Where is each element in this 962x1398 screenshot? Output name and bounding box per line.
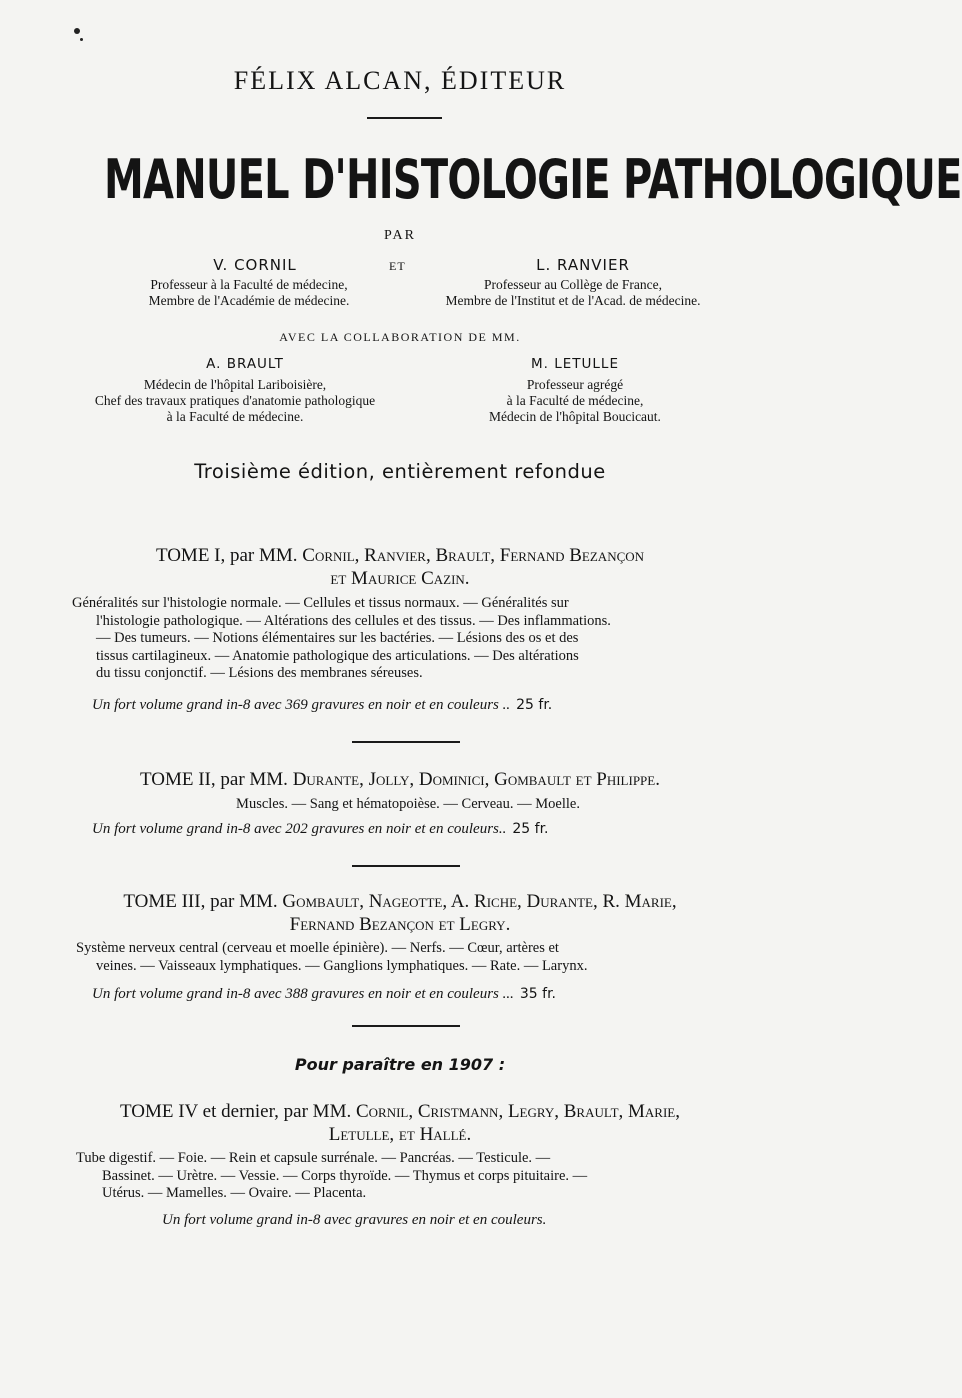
divider-rule xyxy=(352,1025,460,1027)
author-ranvier-credit: Professeur au Collège de France, Membre de l'Institut et de l'Acad. de médecine. xyxy=(445,277,701,308)
tome-4-volume-info: Un fort volume grand in-8 avec gravures en noir et en couleurs. xyxy=(162,1212,547,1228)
tome-3-heading: TOME III, par MM. Gombault, Nageotte, A. Riche, Durante, R. Marie, xyxy=(123,891,677,912)
collaboration-label: AVEC LA COLLABORATION DE MM. xyxy=(279,330,521,344)
collab-letulle-name: M. LETULLE xyxy=(531,356,619,372)
author-cornil-name: V. CORNIL xyxy=(213,256,297,274)
par-label: PAR xyxy=(384,228,416,243)
tome-2-heading: TOME II, par MM. Durante, Jolly, Dominici, Gombault et Philippe. xyxy=(140,769,660,790)
tome-4-contents: Tube digestif. — Foie. — Rein et capsule surrénale. — Pancréas. — Testicule. — Bassinet. — Urètre. — Vessie. — Corps thyroïde. — Thymus et corps pituitaire. — Utérus. — Mamelles. — Ovaire. — Placenta. xyxy=(76,1150,588,1201)
collab-brault-name: A. BRAULT xyxy=(206,356,284,372)
tome-3-price: 35 fr. xyxy=(519,986,556,1002)
edition-line: Troisième édition, entièrement refondue xyxy=(194,460,606,483)
tome-2-volume-info: Un fort volume grand in-8 avec 202 gravures en noir et en couleurs.. 25 fr. xyxy=(92,821,549,837)
divider-rule xyxy=(352,741,460,743)
author-ranvier-name: L. RANVIER xyxy=(536,256,630,274)
tome-2-price: 25 fr. xyxy=(512,821,549,837)
tome-3-volume-info: Un fort volume grand in-8 avec 388 gravures en noir et en couleurs ... 35 fr. xyxy=(92,986,556,1002)
et-label: ET xyxy=(389,259,406,273)
collab-letulle-credit: Professeur agrégé à la Faculté de médecine, Médecin de l'hôpital Boucicaut. xyxy=(489,377,661,424)
tome-3-contents: Système nerveux central (cerveau et moelle épinière). — Nerfs. — Cœur, artères et veines. — Vaisseaux lymphatiques. — Ganglions lymphatiques. — Rate. — Larynx. xyxy=(76,940,588,974)
tome-1-volume-info: Un fort volume grand in-8 avec 369 gravures en noir et en couleurs .. 25 fr. xyxy=(92,697,553,713)
divider-rule xyxy=(367,117,442,119)
book-title: MANUEL D'HISTOLOGIE PATHOLOGIQUE xyxy=(104,148,962,211)
tome-3-heading-cont: Fernand Bezançon et Legry. xyxy=(289,914,511,935)
tome-4-heading: TOME IV et dernier, par MM. Cornil, Cristmann, Legry, Brault, Marie, xyxy=(119,1101,681,1122)
forthcoming-notice: Pour paraître en 1907 : xyxy=(294,1055,506,1074)
tome-4-heading-cont: Letulle, et Hallé. xyxy=(328,1124,472,1145)
ink-speck xyxy=(80,38,83,41)
ink-speck xyxy=(74,28,80,34)
divider-rule xyxy=(352,865,460,867)
tome-1-price: 25 fr. xyxy=(516,697,553,713)
collab-brault-credit: Médecin de l'hôpital Lariboisière, Chef des travaux pratiques d'anatomie pathologique à la Faculté de médecine. xyxy=(94,377,376,424)
tome-2-contents: Muscles. — Sang et hématopoièse. — Cerveau. — Moelle. xyxy=(236,796,580,812)
tome-1-heading: TOME I, par MM. Cornil, Ranvier, Brault, Fernand Bezançon xyxy=(155,545,645,566)
author-cornil-credit: Professeur à la Faculté de médecine, Membre de l'Académie de médecine. xyxy=(148,277,350,308)
tome-1-contents: Généralités sur l'histologie normale. — Cellules et tissus normaux. — Généralités sur l'histologie pathologique. — Altérations des cellules et des tissus. — Des inflammations. — Des tumeurs. — Notions élémentaires sur les bactéries. — Lésions des os et des tissus cartilagineux. — Anatomie pathologique des articulations. — Des altérations du tissu conjonctif. — Lésions des membranes séreuses. xyxy=(72,595,611,681)
tome-1-heading-cont: et Maurice Cazin. xyxy=(330,568,470,589)
publisher-heading: FÉLIX ALCAN, ÉDITEUR xyxy=(233,66,567,95)
